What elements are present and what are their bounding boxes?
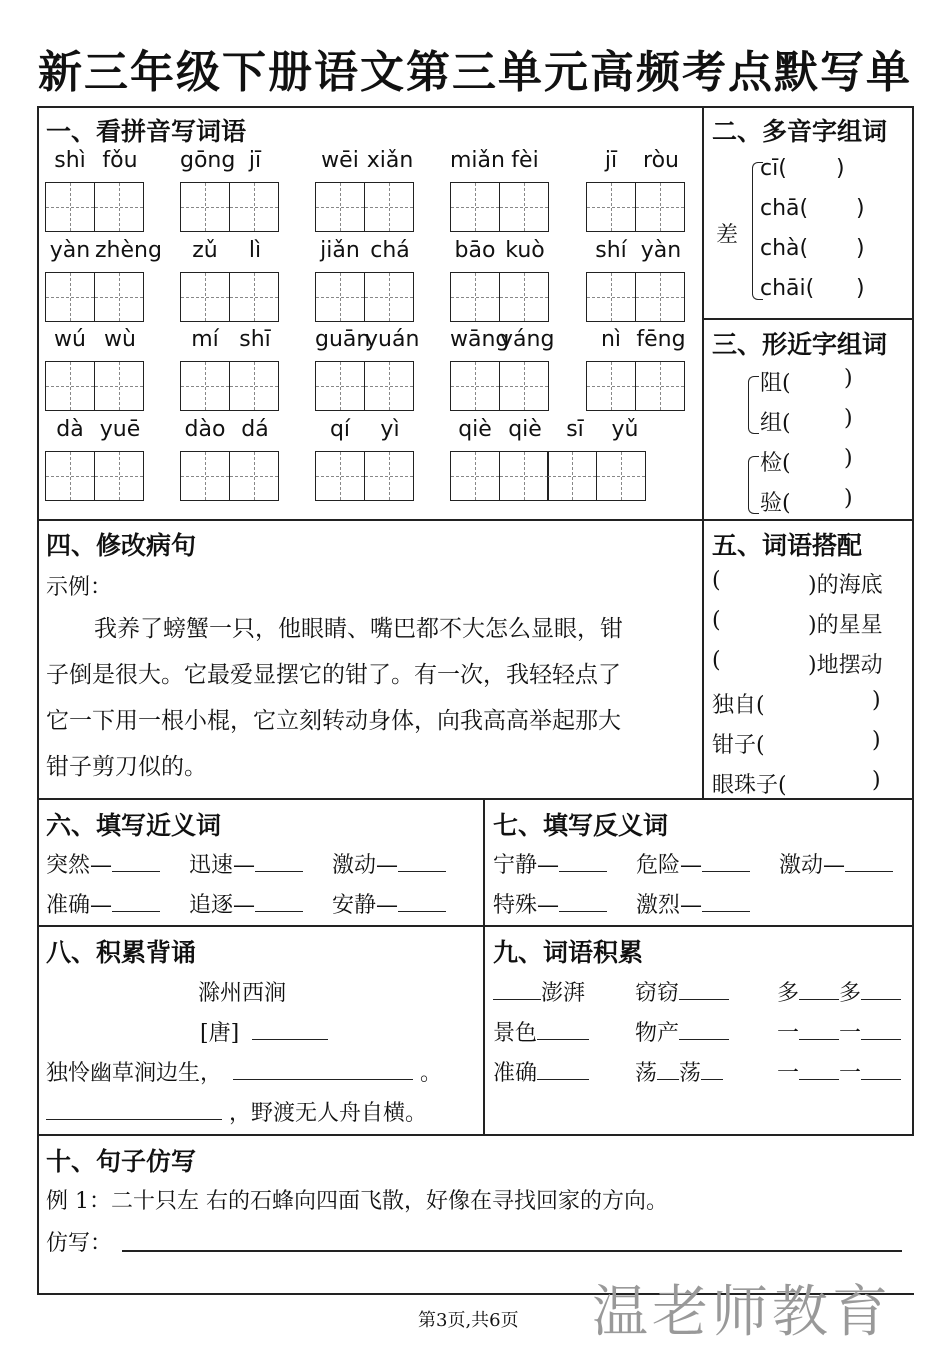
pinyin-syllable: dà: [56, 417, 84, 442]
word-pair-word: 危险—: [636, 853, 703, 878]
similar-char: 验(: [760, 491, 791, 516]
word-pair-word: 迅速—: [189, 853, 256, 878]
writing-cell[interactable]: [315, 451, 365, 501]
pinyin-syllable: shī: [239, 327, 271, 352]
writing-cells[interactable]: [586, 182, 683, 232]
poem-title: 滁州西涧: [198, 981, 287, 1006]
sec7-heading: 七、填写反义词: [493, 811, 669, 840]
sec9-row-2: [493, 1016, 903, 1047]
pinyin-syllable: fēng: [636, 327, 686, 352]
poem-dynasty-text: [唐]: [200, 1021, 240, 1046]
collocation-post: ): [872, 768, 881, 793]
pinyin-syllable: dá: [241, 417, 269, 442]
poem-line-2-text: ，野渡无人舟自横。: [229, 1101, 428, 1126]
sec9-word: 窃窃: [635, 981, 680, 1006]
sec9-word: 荡: [679, 1061, 702, 1086]
collocation-post: ): [872, 728, 881, 753]
divider-h-sec4: [37, 519, 914, 521]
sec8-heading: 八、积累背诵: [46, 938, 197, 967]
collocation-post: )地摆动: [808, 653, 883, 678]
word-pair-blank: [559, 891, 607, 912]
polyphone-close: ): [856, 236, 865, 261]
poem-line-1-blank: [233, 1059, 413, 1080]
polyphone-item: [760, 156, 845, 181]
sec9-blank: [861, 1059, 901, 1080]
writing-cell[interactable]: [45, 451, 95, 501]
writing-cells[interactable]: [450, 361, 547, 411]
sec10-example: 例 1：二十只左 右的石蜂向四面飞散，好像在寻找回家的方向。: [46, 1189, 668, 1214]
poem-line-2-blank: [46, 1099, 222, 1120]
similar-char-item: [760, 486, 853, 517]
collocation-post: )的海底: [808, 573, 883, 598]
pinyin-syllable: guān: [315, 327, 371, 352]
pinyin-syllable: qí: [329, 417, 351, 442]
pinyin-syllable: yuán: [365, 327, 420, 352]
pinyin-syllable: fèi: [511, 148, 539, 173]
collocation-post: ): [872, 688, 881, 713]
writing-cell[interactable]: [180, 361, 230, 411]
sec10-imitate-blank: [122, 1250, 902, 1252]
word-pair-item: [636, 888, 750, 919]
pinyin-syllable: yàn: [640, 238, 682, 263]
sec3-brace-1: [748, 376, 759, 434]
poem-dynasty: [200, 1016, 328, 1047]
word-pair-word: 追逐—: [189, 893, 256, 918]
sec9-blank: [701, 1059, 723, 1080]
sec3-brace-2: [748, 456, 759, 514]
divider-h-sec8: [37, 925, 914, 927]
writing-cell[interactable]: [364, 182, 414, 232]
word-pair-word: 激动—: [332, 853, 399, 878]
writing-cell[interactable]: [315, 182, 365, 232]
writing-cell[interactable]: [45, 272, 95, 322]
collocation-item: [712, 728, 902, 759]
similar-char: 检(: [760, 451, 791, 476]
page-number: 第3页,共6页: [418, 1310, 519, 1331]
pinyin-syllable: lì: [248, 238, 262, 263]
frame-right: [912, 106, 914, 1136]
writing-cells[interactable]: [45, 451, 142, 501]
sec10-heading: 十、句子仿写: [46, 1147, 197, 1176]
pinyin-syllable: dào: [184, 417, 226, 442]
word-pair-blank: [255, 851, 303, 872]
sec5-heading: 五、词语搭配: [712, 531, 863, 560]
sec4-paragraph: [46, 606, 698, 790]
similar-char-item: [760, 366, 853, 397]
sec9-blank: [537, 1019, 589, 1040]
similar-char-close: ): [844, 446, 853, 471]
sec9-blank: [493, 979, 541, 1000]
word-pair-blank: [398, 851, 446, 872]
writing-cell[interactable]: [499, 182, 549, 232]
sec9-word: 一: [839, 1021, 862, 1046]
word-pair-item: [189, 888, 303, 919]
word-pair-word: 突然—: [46, 853, 113, 878]
pinyin-syllable: sī: [566, 417, 584, 442]
poem-line-1: [46, 1056, 442, 1087]
pinyin-syllable: qiè: [458, 417, 492, 442]
word-pair-item: [46, 888, 160, 919]
similar-char-close: ): [844, 366, 853, 391]
word-pair-item: [636, 848, 750, 879]
writing-cell[interactable]: [364, 272, 414, 322]
writing-cells[interactable]: [180, 272, 277, 322]
word-pair-item: [46, 848, 160, 879]
divider-h-sec2: [702, 318, 914, 320]
writing-cell[interactable]: [229, 361, 279, 411]
sec9-word: 一: [777, 1021, 800, 1046]
sec4-line-3: 它一下用一根小棍，它立刻转动身体，向我高高举起那大: [46, 708, 621, 734]
poem-line-1-text: 独怜幽草涧边生，: [46, 1061, 223, 1086]
sec9-word: 景色: [493, 1021, 538, 1046]
word-pair-word: 激动—: [779, 853, 846, 878]
similar-char-item: [760, 446, 853, 477]
sec9-blank: [799, 979, 839, 1000]
writing-cell[interactable]: [635, 182, 685, 232]
writing-cell[interactable]: [364, 361, 414, 411]
similar-char-close: ): [844, 406, 853, 431]
writing-cell[interactable]: [635, 272, 685, 322]
sec4-line-2: 子倒是很大。它最爱显摆它的钳了。有一次，我轻轻点了: [46, 662, 621, 688]
sec2-heading: 二、多音字组词: [712, 117, 888, 146]
frame-left: [37, 106, 39, 1294]
word-pair-word: 特殊—: [493, 893, 560, 918]
writing-cell[interactable]: [315, 361, 365, 411]
sec9-word: 物产: [635, 1021, 680, 1046]
poem-line-1-end: 。: [420, 1061, 443, 1086]
writing-cell[interactable]: [450, 361, 500, 411]
writing-cell[interactable]: [45, 361, 95, 411]
writing-cell[interactable]: [499, 451, 549, 501]
polyphone-pinyin: chà(: [760, 236, 809, 261]
writing-cells[interactable]: [45, 272, 142, 322]
sec4-line-1: 我养了螃蟹一只，他眼睛、嘴巴都不大怎么显眼，钳: [94, 616, 623, 642]
sec9-blank: [679, 1019, 729, 1040]
similar-char-close: ): [844, 486, 853, 511]
pinyin-syllable: gōng: [180, 148, 236, 173]
pinyin-syllable: yuē: [99, 417, 141, 442]
collocation-item: [712, 568, 902, 598]
poem-line-2: [46, 1096, 427, 1127]
writing-cell[interactable]: [45, 182, 95, 232]
collocation-pre: 钳子(: [712, 733, 765, 758]
word-pair-blank: [112, 851, 160, 872]
sec9-blank: [679, 979, 729, 1000]
collocation-item: [712, 608, 902, 638]
collocation-pre: (: [712, 648, 721, 673]
writing-cells[interactable]: [180, 361, 277, 411]
sec9-word: 准确: [493, 1061, 538, 1086]
word-pair-item: [189, 848, 303, 879]
writing-cell[interactable]: [229, 182, 279, 232]
writing-cells[interactable]: [450, 451, 644, 501]
collocation-item: [712, 768, 902, 799]
writing-cell[interactable]: [586, 272, 636, 322]
sec9-word: 荡: [635, 1061, 658, 1086]
sec4-example-label: 示例：: [46, 575, 113, 600]
collocation-pre: (: [712, 568, 721, 593]
pinyin-syllable: shì: [54, 148, 86, 173]
writing-cells[interactable]: [450, 182, 547, 232]
writing-cells[interactable]: [450, 272, 547, 322]
pinyin-syllable: yàn: [49, 238, 91, 263]
writing-cell[interactable]: [499, 272, 549, 322]
sec9-word: 一: [839, 1061, 862, 1086]
writing-cells[interactable]: [180, 182, 277, 232]
sec4-line-4: 钳子剪刀似的。: [46, 754, 207, 780]
polyphone-close: ): [856, 276, 865, 301]
writing-cell[interactable]: [364, 451, 414, 501]
writing-cells[interactable]: [315, 451, 412, 501]
divider-v1: [702, 106, 704, 798]
writing-cell[interactable]: [315, 272, 365, 322]
writing-cell[interactable]: [450, 451, 500, 501]
sec9-blank: [799, 1019, 839, 1040]
pinyin-syllable: jī: [248, 148, 262, 173]
word-pair-blank: [702, 891, 750, 912]
writing-cell[interactable]: [499, 361, 549, 411]
word-pair-item: [493, 888, 607, 919]
writing-cell[interactable]: [180, 182, 230, 232]
writing-cell[interactable]: [229, 451, 279, 501]
similar-char: 阻(: [760, 371, 791, 396]
writing-cells[interactable]: [45, 361, 142, 411]
similar-char-item: [760, 406, 853, 437]
word-pair-blank: [398, 891, 446, 912]
pinyin-syllable: wāng: [450, 327, 510, 352]
writing-cell[interactable]: [94, 451, 144, 501]
sec6-heading: 六、填写近义词: [46, 811, 222, 840]
collocation-pre: 独自(: [712, 693, 765, 718]
divider-h-sec10: [37, 1134, 914, 1136]
polyphone-item: [760, 196, 865, 221]
collocation-item: [712, 648, 902, 678]
word-pair-item: [332, 888, 446, 919]
sec9-blank: [861, 1019, 901, 1040]
writing-cells[interactable]: [315, 272, 412, 322]
sec9-word: 澎湃: [541, 981, 586, 1006]
writing-cell[interactable]: [586, 361, 636, 411]
collocation-pre: (: [712, 608, 721, 633]
sec9-blank: [537, 1059, 589, 1080]
word-pair-item: [493, 848, 607, 879]
pinyin-syllable: yǔ: [611, 417, 639, 442]
word-pair-word: 宁静—: [493, 853, 560, 878]
sec9-blank: [657, 1059, 679, 1080]
pinyin-syllable: qiè: [508, 417, 542, 442]
writing-cell[interactable]: [586, 182, 636, 232]
word-pair-blank: [255, 891, 303, 912]
collocation-post: )的星星: [808, 613, 883, 638]
pinyin-syllable: wēi: [321, 148, 359, 173]
pinyin-syllable: xiǎn: [366, 148, 414, 173]
pinyin-syllable: shí: [595, 238, 627, 263]
sec9-word: 一: [777, 1061, 800, 1086]
writing-cells[interactable]: [586, 361, 683, 411]
sec4-heading: 四、修改病句: [46, 531, 197, 560]
word-pair-blank: [559, 851, 607, 872]
pinyin-syllable: yáng: [500, 327, 555, 352]
sec9-heading: 九、词语积累: [493, 938, 644, 967]
writing-cell[interactable]: [596, 451, 646, 501]
sec9-word: 多: [839, 981, 862, 1006]
pinyin-syllable: mí: [191, 327, 219, 352]
polyphone-item: [760, 236, 865, 261]
watermark: 温老师教育: [592, 1280, 892, 1345]
polyphone-close: ): [836, 156, 845, 181]
word-pair-blank: [845, 851, 893, 872]
writing-cells[interactable]: [45, 182, 142, 232]
word-pair-word: 准确—: [46, 893, 113, 918]
polyphone-char: 差: [716, 223, 739, 248]
pinyin-syllable: wú: [54, 327, 86, 352]
writing-cell[interactable]: [450, 272, 500, 322]
polyphone-pinyin: cī(: [760, 156, 787, 181]
page-title: 新三年级下册语文第三单元高频考点默写单: [38, 47, 912, 98]
pinyin-syllable: bāo: [454, 238, 496, 263]
writing-cells[interactable]: [180, 451, 277, 501]
writing-cell[interactable]: [547, 451, 597, 501]
writing-cells[interactable]: [586, 272, 683, 322]
pinyin-syllable: ròu: [643, 148, 679, 173]
writing-cell[interactable]: [635, 361, 685, 411]
word-pair-item: [779, 848, 893, 879]
sec1-heading: 一、看拼音写词语: [46, 117, 247, 146]
writing-cells[interactable]: [315, 361, 412, 411]
writing-cell[interactable]: [94, 272, 144, 322]
pinyin-syllable: yì: [380, 417, 400, 442]
poem-author-blank: [252, 1019, 328, 1040]
writing-cell[interactable]: [94, 361, 144, 411]
writing-cell[interactable]: [180, 272, 230, 322]
pinyin-syllable: jiǎn: [320, 238, 360, 263]
word-pair-blank: [112, 891, 160, 912]
pinyin-syllable: chá: [370, 238, 410, 263]
collocation-item: [712, 688, 902, 719]
divider-v2: [483, 798, 485, 1136]
polyphone-pinyin: chā(: [760, 196, 809, 221]
collocation-pre: 眼珠子(: [712, 773, 787, 798]
sec10-imitate-label: 仿写：: [46, 1231, 113, 1256]
word-pair-item: [332, 848, 446, 879]
pinyin-syllable: kuò: [505, 238, 545, 263]
polyphone-item: [760, 276, 865, 301]
sec9-row-3: [493, 1056, 903, 1087]
writing-cells[interactable]: [315, 182, 412, 232]
sec3-heading: 三、形近字组词: [712, 330, 888, 359]
sec9-blank: [861, 979, 901, 1000]
word-pair-word: 安静—: [332, 893, 399, 918]
sec9-blank: [799, 1059, 839, 1080]
pinyin-syllable: nì: [600, 327, 622, 352]
writing-cell[interactable]: [180, 451, 230, 501]
word-pair-blank: [702, 851, 750, 872]
sec9-row-1: [493, 976, 903, 1007]
writing-cell[interactable]: [229, 272, 279, 322]
pinyin-syllable: miǎn: [450, 148, 505, 173]
sec9-word: 多: [777, 981, 800, 1006]
pinyin-syllable: zhèng: [95, 238, 162, 263]
writing-cell[interactable]: [450, 182, 500, 232]
frame-top: [37, 106, 914, 108]
polyphone-close: ): [856, 196, 865, 221]
pinyin-syllable: wù: [104, 327, 136, 352]
pinyin-syllable: zǔ: [192, 238, 218, 263]
pinyin-syllable: jī: [604, 148, 618, 173]
word-pair-word: 激烈—: [636, 893, 703, 918]
similar-char: 组(: [760, 411, 791, 436]
pinyin-syllable: fǒu: [102, 148, 138, 173]
polyphone-pinyin: chāi(: [760, 276, 815, 301]
writing-cell[interactable]: [94, 182, 144, 232]
